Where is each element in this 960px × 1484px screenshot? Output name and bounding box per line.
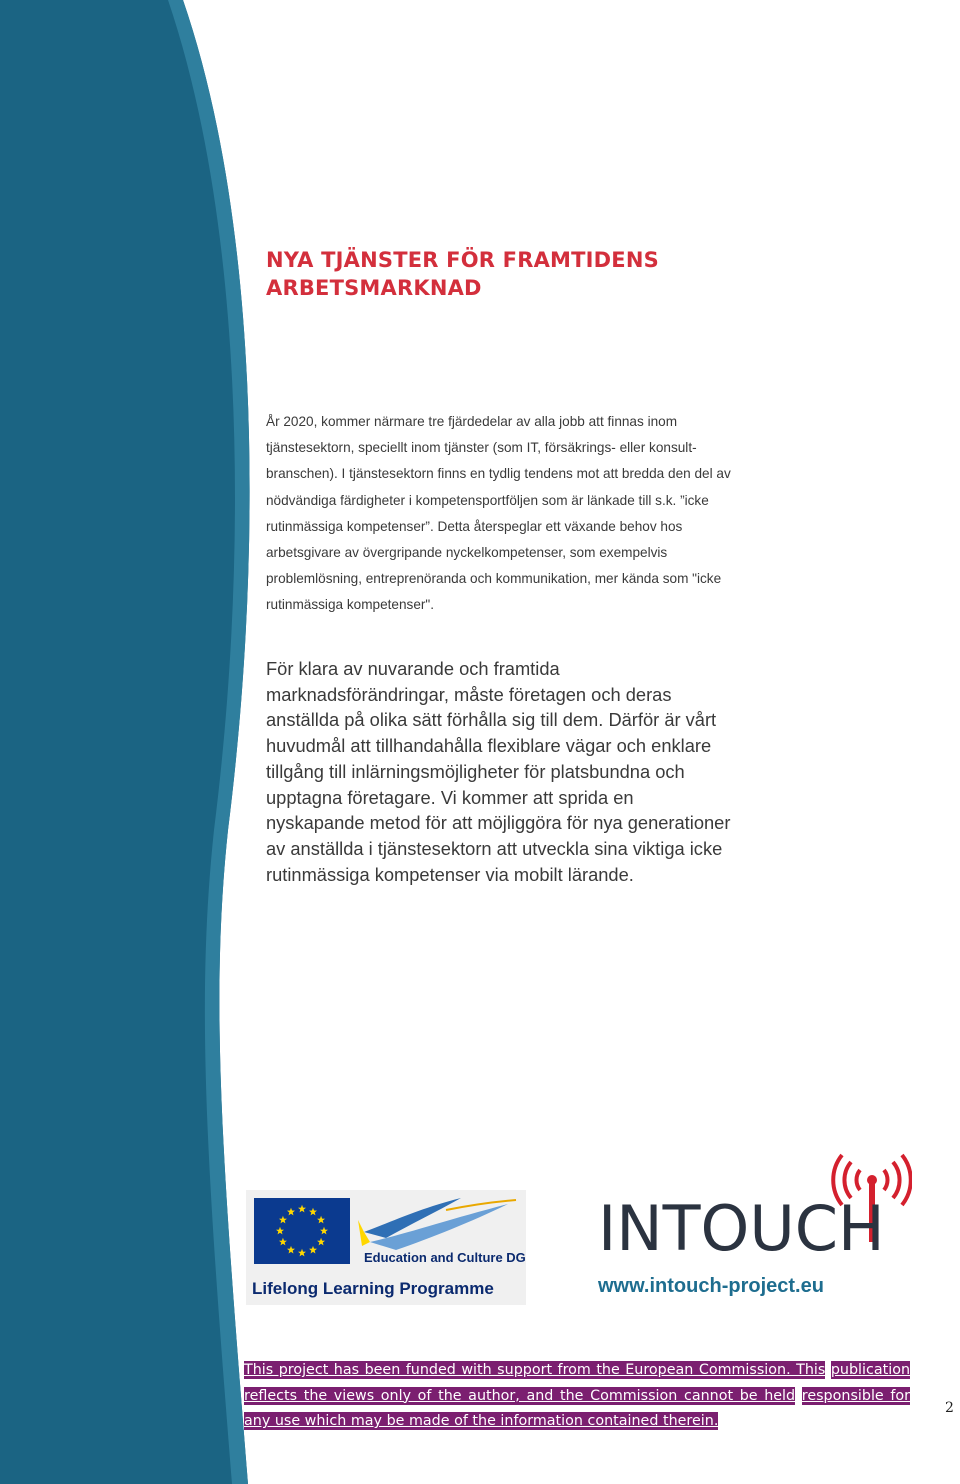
page-title-line-1: NYA TJÄNSTER FÖR FRAMTIDENS xyxy=(266,248,659,272)
intouch-touch-text: TOUCH xyxy=(662,1192,885,1260)
page-title-line-2: ARBETSMARKNAD xyxy=(266,276,482,300)
page-title xyxy=(266,246,766,302)
side-band-dark-shape xyxy=(0,0,250,1484)
disclaimer-line-1: This project has been funded with support from the European Commission. This xyxy=(244,1362,826,1378)
intouch-logo xyxy=(592,1150,912,1260)
intouch-in-text: IN xyxy=(598,1192,663,1260)
intro-paragraph: År 2020, kommer närmare tre fjärdedelar av alla jobb att finnas inom tjänstesektorn, speciellt inom tjänster (som IT, försäkrings- eller konsult- branschen). I tjänstesektorn finns en tydlig tendens mot att bredda den del av nödvändiga färdigheter i kompetensportföljen som är länkade till s.k. ”icke rutinmässiga kompetenser”. Detta återspeglar ett växande behov hos arbetsgivare av övergripande nyckelkompetenser, som exempelvis problemlösning, entreprenöranda och kommunikation, mer kända som "icke rutinmässiga kompetenser". xyxy=(266,414,731,613)
disclaimer-line-3: responsible for any use which may be made of the information contained therein. xyxy=(244,1387,910,1430)
disclaimer-line-2: publication reflects the views only of the author, and the Commission cannot be held xyxy=(244,1362,911,1404)
eu-flag-icon xyxy=(254,1198,350,1264)
mission-paragraph: För klara av nuvarande och framtida marknadsförändringar, måste företagen och deras anställda på olika sätt förhålla sig till dem. Därför är vårt huvudmål att tillhandahålla flexiblare vägar och enklare tillgång till inlärningsmöjligheter för platsbundna och upptagna företagare. Vi kommer att sprida en nyskapande metod för att möjliggöra för nya generationer av anställda i tjänstesektorn att utveckla sina viktiga icke rutinmässiga kompetenser via mobilt lärande. xyxy=(266,658,731,885)
svg-text:INTOUCH xyxy=(598,1192,885,1260)
page-number: 2 xyxy=(945,1400,954,1416)
education-culture-label: Education and Culture DG xyxy=(364,1250,526,1265)
project-website-link[interactable]: www.intouch-project.eu xyxy=(598,1275,824,1297)
funding-disclaimer xyxy=(244,1358,910,1435)
lifelong-learning-label: Lifelong Learning Programme xyxy=(252,1279,494,1298)
eu-lifelong-learning-logo xyxy=(246,1190,526,1305)
